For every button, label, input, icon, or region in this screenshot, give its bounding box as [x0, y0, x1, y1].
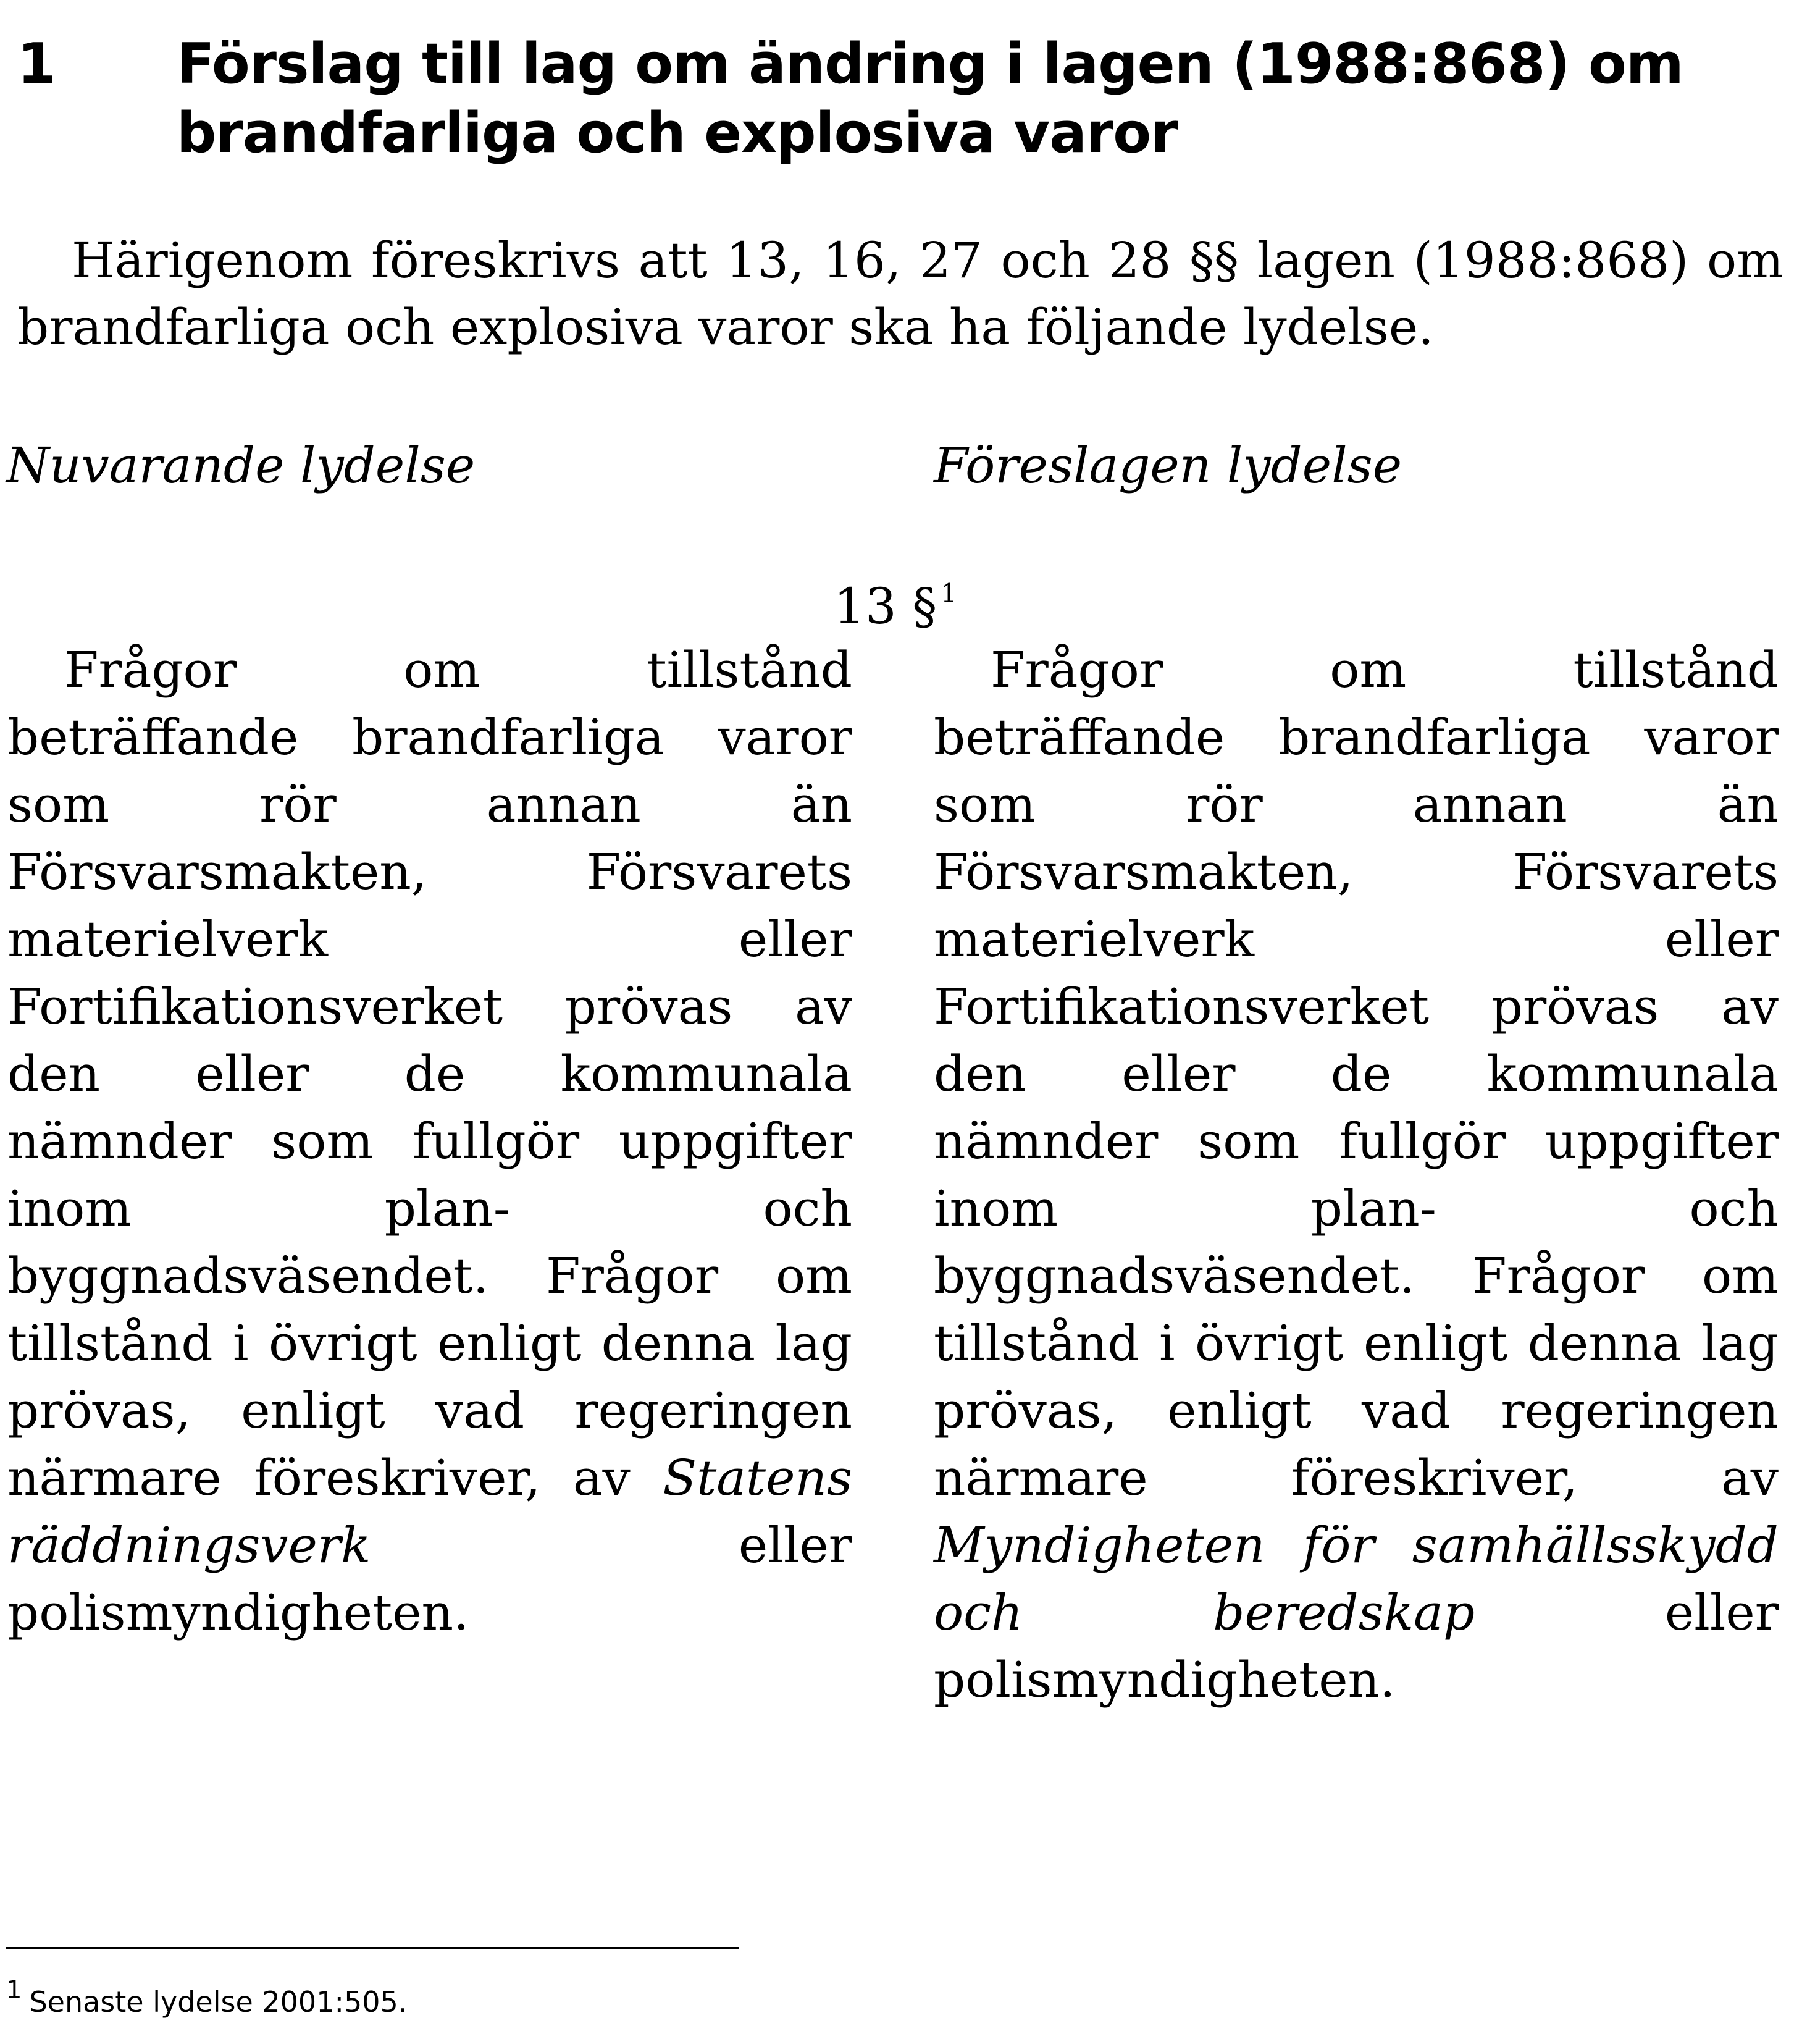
intro-paragraph: Härigenom föreskrivs att 13, 16, 27 och 28 §§ lagen (1988:868) om brandfarliga och explosiva varor ska ha följande lydelse. [17, 232, 1783, 356]
footnote-number: 1 [6, 1976, 22, 2004]
section-label: 13 § [834, 578, 937, 635]
proposed-text-end: eller polismyndigheten. [934, 1584, 1779, 1709]
footnote-divider [6, 1947, 739, 1949]
footnote [6, 1976, 408, 2024]
section-mark [834, 573, 957, 640]
heading-number: 1 [17, 32, 56, 96]
footnote-text: Senaste lydelse 2001:505. [29, 1985, 408, 2019]
proposed-text-emphasis: Myndigheten för samhällsskydd och beredskap [934, 1516, 1779, 1641]
footnote-reference: 1 [941, 578, 957, 608]
proposed-law-text [934, 636, 1779, 1714]
heading-title: Förslag till lag om ändring i lagen (1988:868) om brandfarliga och explosiva varor [177, 32, 1683, 166]
current-text-end: eller polismyndigheten. [7, 1516, 852, 1641]
current-version-header: Nuvarande lydelse [6, 437, 476, 494]
current-text-emphasis: Statens räddningsverk [7, 1449, 852, 1574]
current-law-text [7, 636, 852, 1646]
current-text-main: Frågor om tillstånd beträffande brandfarliga varor som rör annan än Försvarsmakten, Försvarets materielverk eller Fortifikationsverket prövas av den eller de kommunala nämnder som fullgör uppgifter inom plan- och byggnadsväsendet. Frågor om tillstånd i övrigt enligt denna lag prövas, enligt vad regeringen närmare föreskriver, av [7, 641, 852, 1507]
proposed-version-header: Föreslagen lydelse [934, 437, 1402, 494]
proposed-text-main: Frågor om tillstånd beträffande brandfarliga varor som rör annan än Försvarsmakten, Försvarets materielverk eller Fortifikationsverket prövas av den eller de kommunala nämnder som fullgör uppgifter inom plan- och byggnadsväsendet. Frågor om tillstånd i övrigt enligt denna lag prövas, enligt vad regeringen närmare föreskriver, av [934, 641, 1779, 1507]
